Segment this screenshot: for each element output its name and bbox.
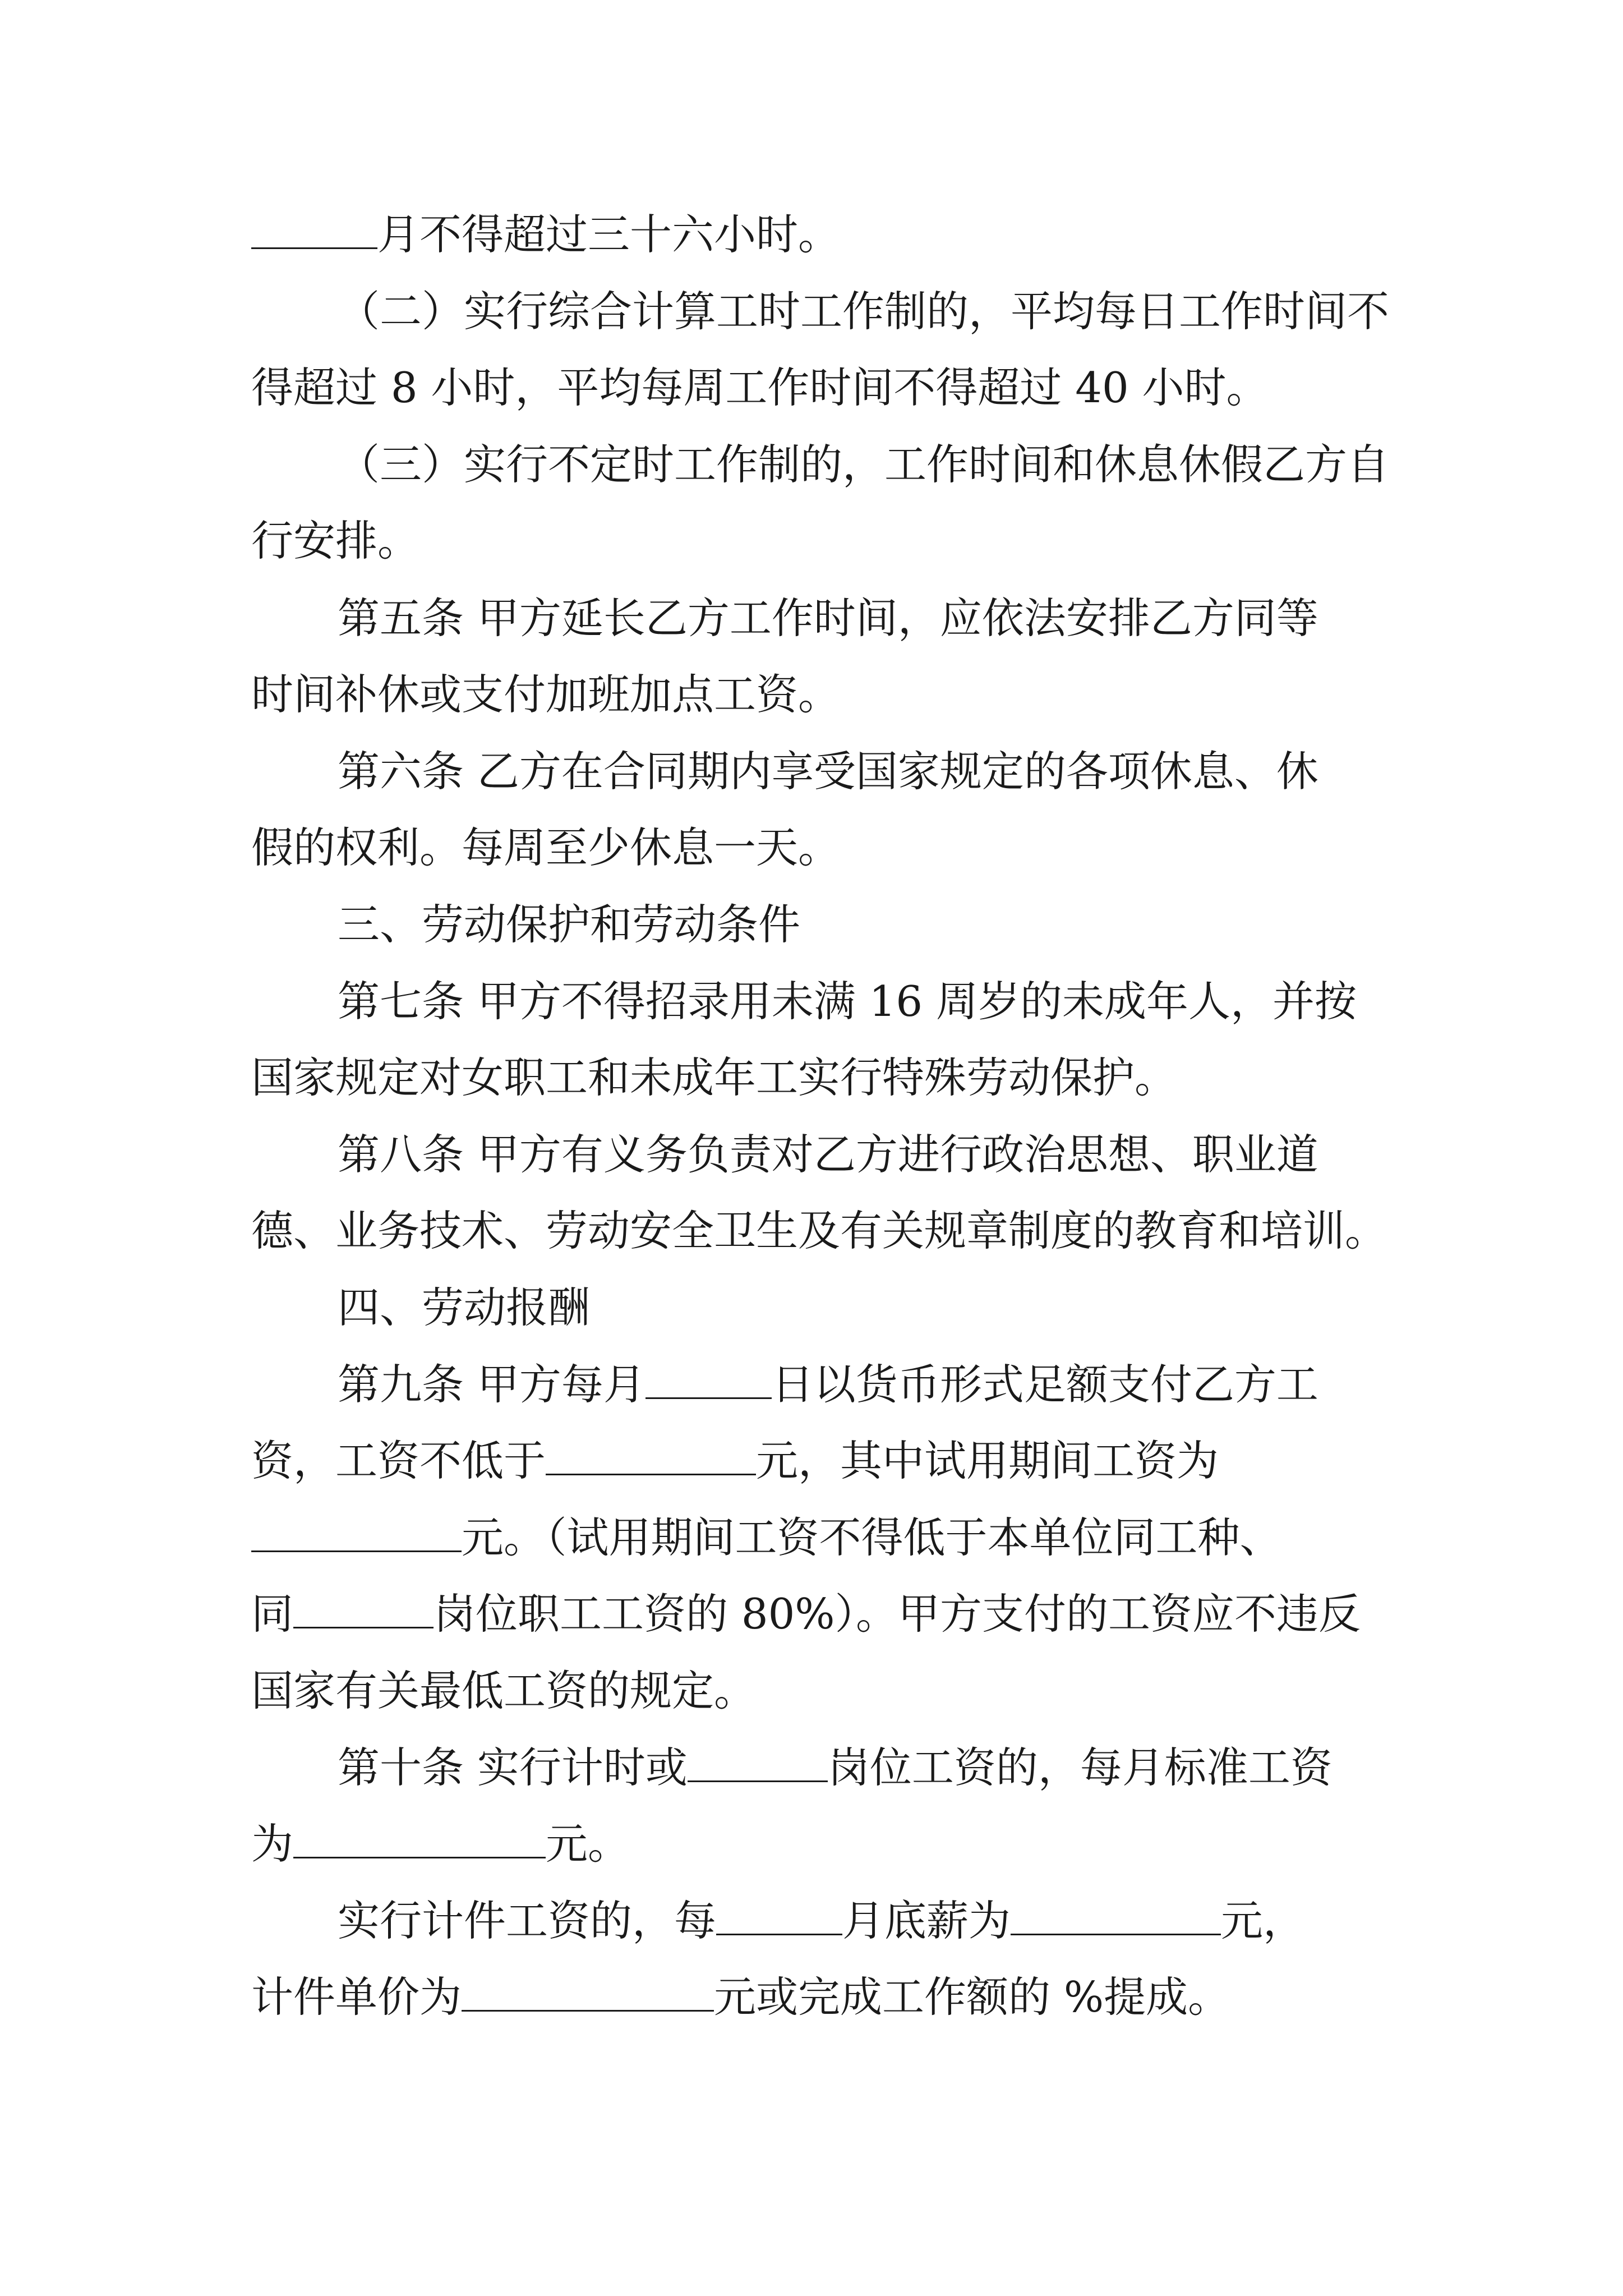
paragraph-line: 实行计件工资的，每 月底薪为 元，: [338, 1896, 1306, 1945]
fill-blank: [1011, 1903, 1221, 1935]
text-line: 假的权利。每周至少休息一天。: [251, 823, 841, 872]
article-6-line: 第六条 乙方在合同期内享受国家规定的各项休息、休: [338, 747, 1318, 796]
text-line: 计件单价为 元或完成工作额的 %提成。: [251, 1972, 1230, 2022]
text-line: 月不得超过三十六小时。: [251, 206, 1390, 263]
text-line: 得超过 8 小时，平均每周工作时间不得超过 40 小时。: [251, 363, 1269, 412]
section-heading: 三、劳动保护和劳动条件: [338, 900, 801, 949]
article-5-line: 第五条 甲方延长乙方工作时间，应依法安排乙方同等: [338, 593, 1318, 643]
text-line: 为 元。: [251, 1819, 630, 1869]
fill-blank: [645, 1367, 772, 1399]
fill-blank: [546, 1443, 756, 1475]
article-9-line: 第九条 甲方每月 日以货币形式足额支付乙方工: [338, 1360, 1318, 1409]
text-line: 国家有关最低工资的规定。: [251, 1666, 757, 1715]
text-line: 同 岗位职工工资的 80%）。甲方支付的工资应不违反: [251, 1589, 1361, 1639]
text-line: 行安排。: [251, 516, 420, 565]
fill-blank: [716, 1903, 842, 1935]
text-line: 资，工资不低于 元，其中试用期间工资为: [251, 1436, 1219, 1485]
fill-blank: [251, 217, 377, 249]
text-line: 德、业务技术、劳动安全卫生及有关规章制度的教育和培训。: [251, 1206, 1387, 1255]
article-8-line: 第八条 甲方有义务负责对乙方进行政治思想、职业道: [338, 1130, 1318, 1179]
fill-blank: [688, 1750, 828, 1782]
text-line: 时间补休或支付加班加点工资。: [251, 670, 841, 719]
fill-blank: [251, 1520, 462, 1552]
fill-blank: [293, 1596, 434, 1628]
article-7-line: 第七条 甲方不得招录用未满 16 周岁的未成年人，并按: [338, 977, 1357, 1026]
paragraph-line: （二）实行综合计算工时工作制的，平均每日工作时间不: [338, 287, 1390, 336]
article-10-line: 第十条 实行计时或 岗位工资的，每月标准工资: [338, 1743, 1332, 1792]
fill-blank: [293, 1826, 546, 1858]
text-line: 国家规定对女职工和未成年工实行特殊劳动保护。: [251, 1053, 1177, 1102]
text-line: 元。（试用期间工资不得低于本单位同工种、: [251, 1510, 1390, 1566]
section-heading: 四、劳动报酬: [338, 1283, 591, 1332]
paragraph-line: （三）实行不定时工作制的，工作时间和休息休假乙方自: [338, 440, 1390, 489]
fill-blank: [462, 1980, 714, 2012]
